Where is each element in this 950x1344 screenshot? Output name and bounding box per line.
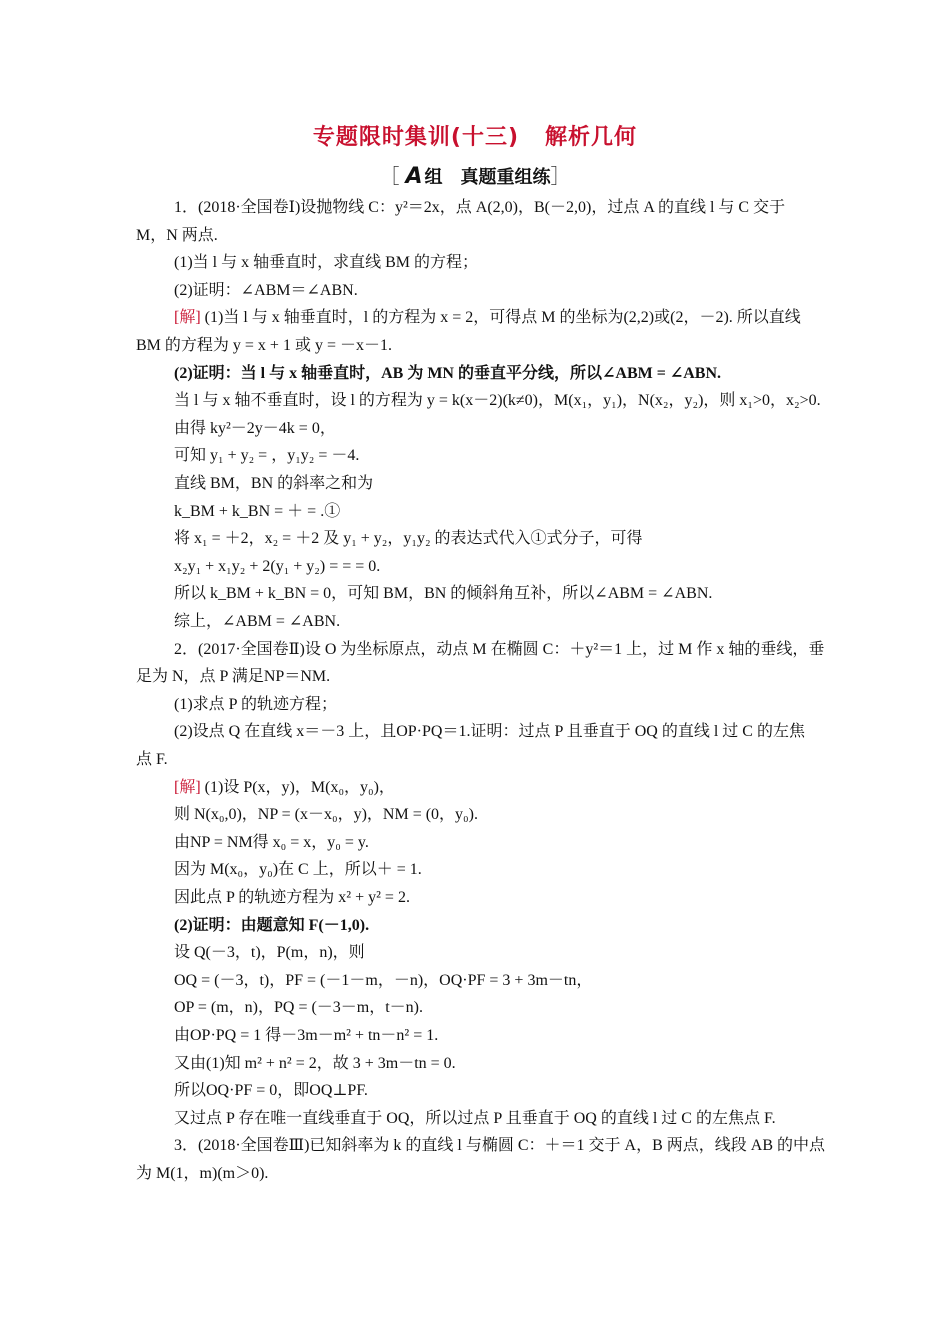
- title-topic: 解析几何: [545, 125, 638, 150]
- line-text: 1．(2018·全国卷Ⅰ)设抛物线 C：y²＝2x，点 A(2,0)，B(－2,0)，过点 A 的直线 l 与 C 交于: [174, 199, 786, 216]
- line-text: 则 N(x₀,0)，NP = (x－x₀，y)，NM = (0，y₀).: [174, 806, 478, 824]
- text-line: [174, 1026, 438, 1046]
- line-text: (1)设 P(x，y)，M(x₀，y₀)，: [200, 778, 395, 796]
- text-line: [174, 612, 340, 632]
- line-text: BM 的方程为 y = x + 1 或 y = －x－1.: [136, 337, 392, 354]
- line-text: 2．(2017·全国卷Ⅱ)设 O 为坐标原点，动点 M 在椭圆 C：＋y²＝1 上，过 M 作 x 轴的垂线，垂: [174, 640, 825, 658]
- text-line: [174, 695, 337, 715]
- text-line: [174, 1081, 368, 1101]
- text-line: [174, 308, 801, 328]
- text-line: [174, 722, 805, 742]
- text-line: [174, 1054, 456, 1074]
- group-label: 组: [424, 167, 443, 188]
- text-line: [174, 1136, 825, 1156]
- group-heading: [0, 160, 950, 189]
- line-text: 3．(2018·全国卷Ⅲ)已知斜率为 k 的直线 l 与椭圆 C：＋＝1 交于 A，B 两点，线段 AB 的中点: [174, 1137, 825, 1155]
- page-title: [0, 120, 950, 151]
- group-bracket-close: ］: [550, 164, 571, 188]
- group-bracket-open: ［: [379, 164, 400, 188]
- text-line: [174, 778, 395, 798]
- text-line: [174, 971, 592, 991]
- text-line: [174, 805, 478, 825]
- group-name: 真题重组练: [460, 167, 551, 188]
- line-text: 由NP = NM得 x₀ = x，y₀ = y.: [174, 833, 369, 851]
- solution-tag: [解]: [174, 309, 201, 327]
- text-line: [174, 860, 422, 880]
- text-line: [174, 198, 785, 218]
- text-line: [136, 226, 218, 246]
- text-line: [136, 1164, 268, 1184]
- line-text: 由得 ky²－2y－4k = 0，: [174, 419, 336, 437]
- line-text: (1)求点 P 的轨迹方程；: [174, 695, 337, 713]
- text-line: [174, 916, 369, 936]
- line-text: 又由(1)知 m² + n² = 2，故 3 + 3m－tn = 0.: [174, 1054, 456, 1072]
- group-letter: A: [405, 164, 423, 189]
- line-text: (2)证明：当 l 与 x 轴垂直时，AB 为 MN 的垂直平分线，所以∠ABM = ∠ABN.: [174, 364, 722, 382]
- line-text: OQ = (－3，t)，PF = (－1－m，－n)，OQ·PF = 3 + 3m－tn，: [174, 971, 593, 989]
- text-line: [174, 1109, 776, 1129]
- text-line: [174, 888, 410, 908]
- text-line: [174, 529, 643, 549]
- line-text: (1)当 l 与 x 轴垂直时，求直线 BM 的方程；: [174, 254, 479, 272]
- line-text: 所以OQ·PF = 0，即OQ⊥PF.: [174, 1082, 368, 1100]
- line-text: 又过点 P 存在唯一直线垂直于 OQ，所以过点 P 且垂直于 OQ 的直线 l 过 C 的左焦点 F.: [174, 1109, 776, 1127]
- text-line: [174, 502, 340, 522]
- text-line: [136, 750, 168, 770]
- line-text: 由OP·PQ = 1 得－3m－m² + tn－n² = 1.: [174, 1027, 439, 1044]
- solution-tag: [解]: [174, 778, 201, 796]
- text-line: [174, 391, 821, 411]
- line-text: 因为 M(x₀，y₀)在 C 上，所以＋ = 1.: [174, 861, 422, 879]
- line-text: 点 F.: [136, 751, 168, 768]
- line-text: 可知 y₁ + y₂ = ，y₁y₂ = －4.: [174, 447, 360, 465]
- text-line: [174, 943, 365, 963]
- line-text: 直线 BM，BN 的斜率之和为: [174, 475, 374, 492]
- text-line: [174, 833, 369, 853]
- text-line: [136, 667, 330, 687]
- text-line: [174, 281, 358, 301]
- line-text: 当 l 与 x 轴不垂直时，设 l 的方程为 y = k(x－2)(k≠0)，M(x₁，y₁)，N(x₂，y₂)，则 x₁>0，x₂>0.: [174, 392, 821, 410]
- line-text: 综上，∠ABM = ∠ABN.: [174, 613, 341, 630]
- line-text: M，N 两点.: [136, 226, 218, 244]
- line-text: 所以 k_BM + k_BN = 0，可知 BM，BN 的倾斜角互补，所以∠ABM = ∠ABN.: [174, 585, 713, 603]
- text-line: [174, 419, 336, 439]
- line-text: (2)设点 Q 在直线 x＝－3 上，且OP·PQ＝1.证明：过点 P 且垂直于 OQ 的直线 l 过 C 的左焦: [174, 723, 805, 741]
- line-text: 因此点 P 的轨迹方程为 x² + y² = 2.: [174, 889, 410, 906]
- text-line: [174, 364, 721, 384]
- text-line: [174, 474, 373, 494]
- title-main: 专题限时集训(十三): [312, 125, 520, 150]
- line-text: 为 M(1，m)(m＞0).: [136, 1165, 269, 1182]
- text-line: [174, 998, 423, 1018]
- text-line: [174, 640, 824, 660]
- text-line: [174, 253, 478, 273]
- line-text: (2)证明：∠ABM＝∠ABN.: [174, 281, 358, 299]
- text-line: [136, 336, 392, 356]
- line-text: 将 x₁ = ＋2，x₂ = ＋2 及 y₁ + y₂，y₁y₂ 的表达式代入①式分子，可得: [174, 530, 643, 548]
- line-text: OP = (m，n)，PQ = (－3－m，t－n).: [174, 999, 424, 1017]
- text-line: [174, 446, 359, 466]
- line-text: k_BM + k_BN = ＋ = .①: [174, 502, 341, 520]
- line-text: (2)证明：由题意知 F(－1,0).: [174, 916, 370, 934]
- line-text: 设 Q(－3，t)，P(m，n)，则: [174, 944, 365, 962]
- line-text: 足为 N，点 P 满足NP＝NM.: [136, 668, 331, 686]
- text-line: [174, 557, 380, 577]
- text-line: [174, 584, 712, 604]
- line-text: x₂y₁ + x₁y₂ + 2(y₁ + y₂) = = = 0.: [174, 557, 381, 575]
- line-text: (1)当 l 与 x 轴垂直时，l 的方程为 x = 2，可得点 M 的坐标为(2,2)或(2，－2). 所以直线: [200, 309, 801, 327]
